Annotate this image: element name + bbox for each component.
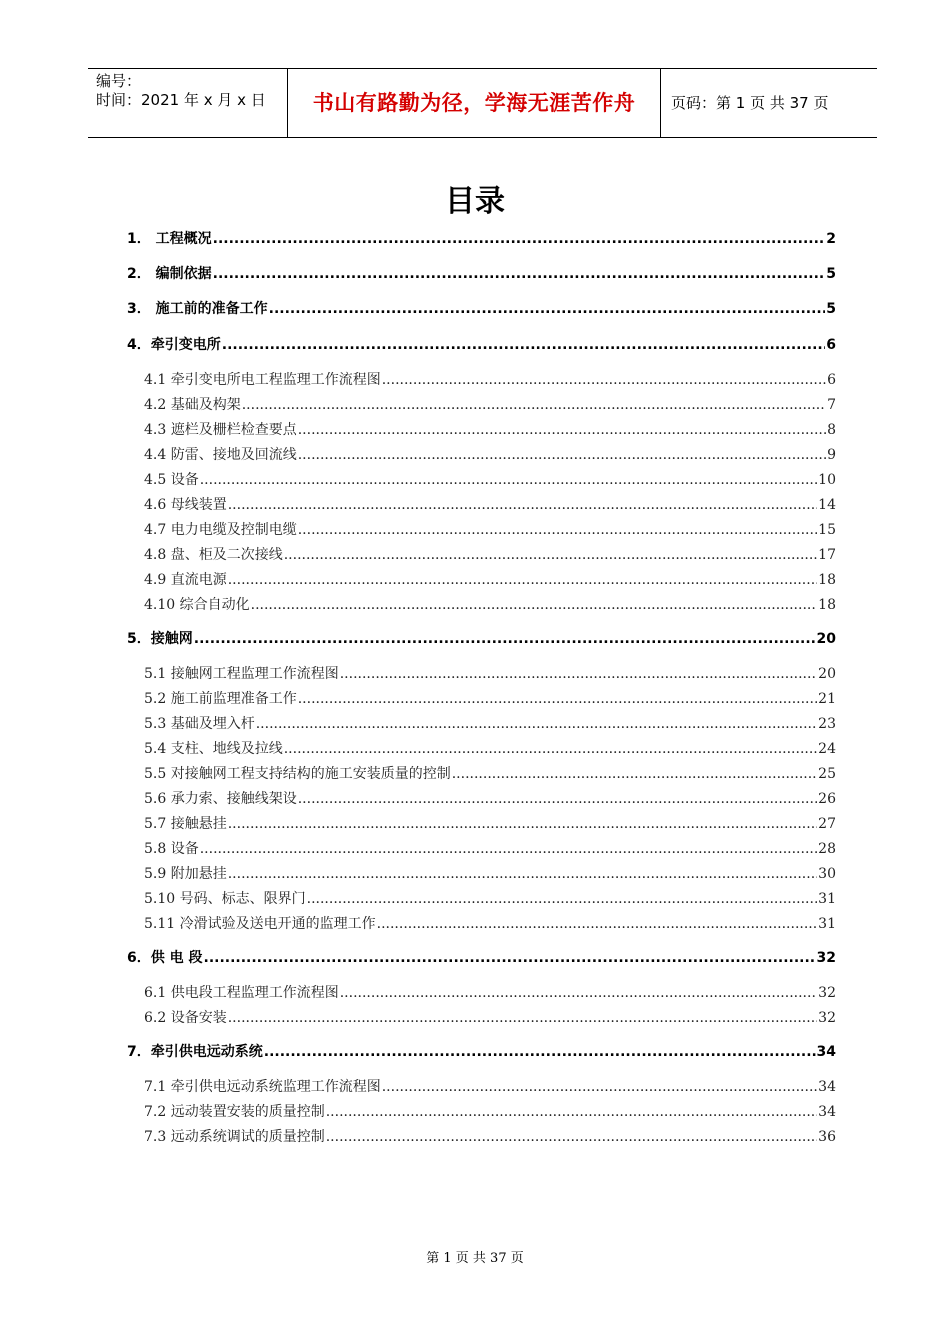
- toc-leader: [228, 816, 817, 832]
- toc-entry[interactable]: [127, 1041, 836, 1061]
- toc-entry-label: 5．接触网: [127, 631, 193, 647]
- toc-entry-label: 6.1 供电段工程监理工作流程图: [144, 985, 339, 1001]
- header-meta: [88, 69, 287, 137]
- toc-entry[interactable]: [127, 334, 836, 354]
- toc-entry-page: 6: [826, 337, 836, 353]
- toc-entry-label: 7．牵引供电远动系统: [127, 1044, 263, 1060]
- toc-entry[interactable]: [144, 1126, 836, 1146]
- toc-entry-label: 4.5 设备: [144, 472, 199, 488]
- toc-entry-page: 26: [818, 791, 836, 807]
- toc-leader: [200, 472, 817, 488]
- toc-entry-label: 7.1 牵引供电远动系统监理工作流程图: [144, 1079, 381, 1095]
- toc-leader: [200, 841, 817, 857]
- toc-leader: [222, 337, 826, 353]
- toc-entry-page: 8: [827, 422, 836, 438]
- toc-entry[interactable]: [144, 519, 836, 539]
- toc-entry-label: 6．供 电 段: [127, 950, 203, 966]
- toc-entry[interactable]: [144, 863, 836, 883]
- toc-leader: [204, 950, 816, 966]
- toc-leader: [284, 547, 817, 563]
- toc-entry-label: 2． 编制依据: [127, 266, 212, 282]
- toc-entry-label: 4.8 盘、柜及二次接线: [144, 547, 283, 563]
- toc-entry-label: 4．牵引变电所: [127, 337, 221, 353]
- toc-leader: [242, 397, 826, 413]
- toc-entry[interactable]: [144, 838, 836, 858]
- toc-leader: [382, 1079, 817, 1095]
- toc-entry-page: 34: [816, 1044, 836, 1060]
- toc-entry[interactable]: [144, 738, 836, 758]
- toc-entry-page: 23: [818, 716, 836, 732]
- toc-entry[interactable]: [144, 713, 836, 733]
- toc-entry-page: 30: [818, 866, 836, 882]
- toc-entry-page: 34: [818, 1079, 836, 1095]
- toc-leader: [298, 791, 817, 807]
- toc-entry-page: 20: [818, 666, 836, 682]
- toc-leader: [298, 691, 817, 707]
- toc-leader: [194, 631, 816, 647]
- toc-leader: [228, 497, 817, 513]
- toc-entry[interactable]: [144, 494, 836, 514]
- toc-entry-label: 4.10 综合自动化: [144, 597, 250, 613]
- toc-entry[interactable]: [144, 1076, 836, 1096]
- toc-entry-label: 3． 施工前的准备工作: [127, 301, 268, 317]
- toc-entry[interactable]: [144, 1007, 836, 1027]
- toc-entry-page: 32: [818, 985, 836, 1001]
- toc-entry-label: 5.8 设备: [144, 841, 199, 857]
- toc-entry[interactable]: [144, 544, 836, 564]
- toc-entry[interactable]: [144, 913, 836, 933]
- toc-entry-label: 5.10 号码、标志、限界门: [144, 891, 306, 907]
- toc-entry-label: 4.9 直流电源: [144, 572, 227, 588]
- toc-entry-page: 15: [818, 522, 836, 538]
- toc-entry[interactable]: [144, 569, 836, 589]
- toc-entry-page: 32: [816, 950, 836, 966]
- toc-entry[interactable]: [127, 263, 836, 283]
- toc-leader: [228, 1010, 817, 1026]
- toc-leader: [298, 522, 817, 538]
- toc-entry-page: 10: [818, 472, 836, 488]
- toc-entry-label: 5.5 对接触网工程支持结构的施工安装质量的控制: [144, 766, 451, 782]
- toc-entry[interactable]: [144, 394, 836, 414]
- toc-leader: [382, 372, 826, 388]
- toc-entry-page: 2: [826, 231, 836, 247]
- toc-leader: [326, 1104, 817, 1120]
- toc-entry-label: 5.6 承力索、接触线架设: [144, 791, 297, 807]
- toc-entry-page: 31: [818, 916, 836, 932]
- header-table: [88, 68, 877, 138]
- toc-entry-label: 5.1 接触网工程监理工作流程图: [144, 666, 339, 682]
- toc-leader: [284, 741, 817, 757]
- toc-entry[interactable]: [127, 628, 836, 648]
- toc-entry-page: 32: [818, 1010, 836, 1026]
- toc-entry-label: 5.3 基础及埋入杆: [144, 716, 255, 732]
- toc-leader: [326, 1129, 817, 1145]
- toc-entry-page: 5: [826, 266, 836, 282]
- toc-entry-label: 1． 工程概况: [127, 231, 212, 247]
- toc-entry[interactable]: [144, 1101, 836, 1121]
- toc-entry[interactable]: [127, 298, 836, 318]
- toc-entry-page: 28: [818, 841, 836, 857]
- toc-entry[interactable]: [144, 788, 836, 808]
- toc-entry[interactable]: [144, 982, 836, 1002]
- toc-entry-label: 7.3 远动系统调试的质量控制: [144, 1129, 325, 1145]
- toc-entry-label: 4.1 牵引变电所电工程监理工作流程图: [144, 372, 381, 388]
- page-footer: 第 1 页 共 37 页: [426, 1251, 524, 1266]
- toc-entry-label: 4.7 电力电缆及控制电缆: [144, 522, 297, 538]
- toc-leader: [269, 301, 826, 317]
- header-motto: 书山有路勤为径，学海无涯苦作舟: [287, 69, 661, 137]
- toc-entry[interactable]: [144, 419, 836, 439]
- toc-entry-label: 4.4 防雷、接地及回流线: [144, 447, 297, 463]
- toc-leader: [452, 766, 817, 782]
- toc-leader: [307, 891, 818, 907]
- toc-entry-page: 24: [818, 741, 836, 757]
- header-page-info: 页码：第 1 页 共 37 页: [671, 94, 829, 112]
- toc-entry-page: 34: [818, 1104, 836, 1120]
- toc-entry-page: 21: [818, 691, 836, 707]
- toc-entry-page: 36: [818, 1129, 836, 1145]
- toc-leader: [251, 597, 818, 613]
- page-title: 目录: [445, 184, 505, 219]
- toc-entry-page: 17: [818, 547, 836, 563]
- toc-entry-page: 14: [818, 497, 836, 513]
- toc-leader: [256, 716, 817, 732]
- toc-entry[interactable]: [144, 444, 836, 464]
- toc-entry-page: 31: [818, 891, 836, 907]
- number-label: 编号：: [96, 72, 142, 90]
- toc-entry-page: 27: [818, 816, 836, 832]
- toc-entry-page: 18: [818, 597, 836, 613]
- toc-leader: [298, 422, 826, 438]
- toc-leader: [264, 1044, 816, 1060]
- toc-leader: [213, 266, 826, 282]
- toc-leader: [340, 985, 817, 1001]
- toc-entry[interactable]: [144, 888, 836, 908]
- toc-entry-label: 4.2 基础及构架: [144, 397, 241, 413]
- toc-entry[interactable]: [144, 688, 836, 708]
- toc-entry-page: 25: [818, 766, 836, 782]
- toc-entry[interactable]: [144, 469, 836, 489]
- toc-entry-label: 5.2 施工前监理准备工作: [144, 691, 297, 707]
- toc-entry-label: 5.4 支柱、地线及拉线: [144, 741, 283, 757]
- toc-entry-label: 5.7 接触悬挂: [144, 816, 227, 832]
- toc-entry-page: 9: [827, 447, 836, 463]
- toc-entry-label: 4.6 母线装置: [144, 497, 227, 513]
- toc-entry[interactable]: [144, 763, 836, 783]
- toc-entry-label: 7.2 远动装置安装的质量控制: [144, 1104, 325, 1120]
- toc-entry-label: 5.11 冷滑试验及送电开通的监理工作: [144, 916, 376, 932]
- toc-entry-label: 5.9 附加悬挂: [144, 866, 227, 882]
- toc-leader: [340, 666, 817, 682]
- toc-entry-label: 6.2 设备安装: [144, 1010, 227, 1026]
- toc-entry-page: 7: [827, 397, 836, 413]
- toc-entry[interactable]: [144, 369, 836, 389]
- toc-entry[interactable]: [144, 594, 836, 614]
- toc-leader: [228, 866, 817, 882]
- toc-leader: [377, 916, 818, 932]
- toc-entry-page: 6: [827, 372, 836, 388]
- toc-entry-label: 4.3 遮栏及栅栏检查要点: [144, 422, 297, 438]
- toc-leader: [298, 447, 826, 463]
- toc-entry-page: 5: [826, 301, 836, 317]
- toc-entry[interactable]: [127, 228, 836, 248]
- toc-entry-page: 20: [816, 631, 836, 647]
- toc-leader: [213, 231, 826, 247]
- toc-entry[interactable]: [127, 947, 836, 967]
- toc-entry-page: 18: [818, 572, 836, 588]
- date-line: 时间：2021 年 x 月 x 日: [96, 91, 266, 109]
- toc-entry[interactable]: [144, 663, 836, 683]
- toc-leader: [228, 572, 817, 588]
- toc-entry[interactable]: [144, 813, 836, 833]
